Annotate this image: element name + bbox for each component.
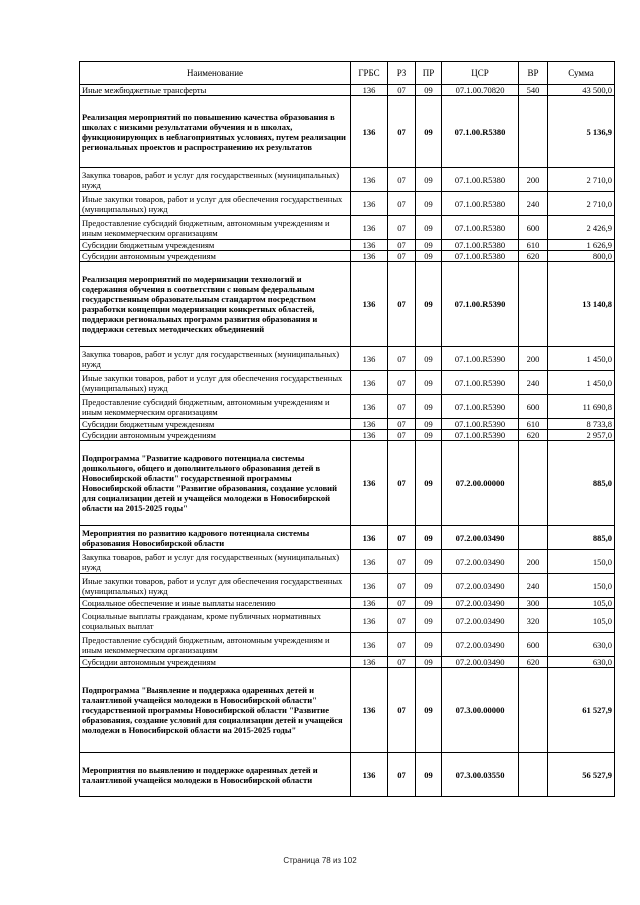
row-grbs-cell: 136 — [351, 251, 388, 262]
header-name: Наименование — [80, 62, 351, 85]
row-grbs-cell: 136 — [351, 598, 388, 609]
row-sum-cell: 1 626,9 — [548, 240, 615, 251]
row-rz-cell: 07 — [388, 657, 416, 668]
table-body — [80, 85, 615, 797]
row-pr-cell: 09 — [416, 262, 442, 347]
row-pr-cell: 09 — [416, 668, 442, 753]
row-sum-cell: 105,0 — [548, 598, 615, 609]
row-name-cell: Мероприятия по выявлению и поддержке одаренных детей и талантливой учащейся молодежи в Новосибирской области — [80, 753, 351, 797]
row-vr-cell: 240 — [519, 371, 548, 395]
row-csr-cell: 07.3.00.03550 — [442, 753, 519, 797]
row-rz-cell: 07 — [388, 441, 416, 526]
row-name-cell: Закупка товаров, работ и услуг для государственных (муниципальных) нужд — [80, 550, 351, 574]
row-name-cell: Предоставление субсидий бюджетным, автономным учреждениям и иным некоммерческим организациям — [80, 395, 351, 419]
row-sum-cell: 8 733,8 — [548, 419, 615, 430]
row-vr-cell — [519, 753, 548, 797]
row-name-cell: Субсидии автономным учреждениям — [80, 430, 351, 441]
row-name-cell: Субсидии бюджетным учреждениям — [80, 419, 351, 430]
row-grbs-cell: 136 — [351, 550, 388, 574]
row-name-cell: Подпрограмма "Выявление и поддержка одаренных детей и талантливой учащейся молодежи в Новосибирской области" государственной программы Новосибирской области "Развитие образования, создание условий для социализации детей и учащейся молодежи в Новосибирской области на 2015-2025 годы" — [80, 668, 351, 753]
row-sum-cell: 13 140,8 — [548, 262, 615, 347]
row-vr-cell: 240 — [519, 574, 548, 598]
row-rz-cell: 07 — [388, 168, 416, 192]
row-grbs-cell: 136 — [351, 633, 388, 657]
row-rz-cell: 07 — [388, 395, 416, 419]
row-csr-cell: 07.2.00.03490 — [442, 550, 519, 574]
row-name-cell: Субсидии бюджетным учреждениям — [80, 240, 351, 251]
row-vr-cell: 540 — [519, 85, 548, 96]
table-row — [80, 168, 615, 192]
row-vr-cell: 600 — [519, 633, 548, 657]
row-csr-cell: 07.2.00.03490 — [442, 526, 519, 550]
row-vr-cell: 200 — [519, 550, 548, 574]
table-row — [80, 251, 615, 262]
header-sum: Сумма — [548, 62, 615, 85]
row-grbs-cell: 136 — [351, 192, 388, 216]
row-rz-cell: 07 — [388, 574, 416, 598]
row-rz-cell: 07 — [388, 85, 416, 96]
row-name-cell: Закупка товаров, работ и услуг для государственных (муниципальных) нужд — [80, 347, 351, 371]
row-rz-cell: 07 — [388, 347, 416, 371]
header-csr: ЦСР — [442, 62, 519, 85]
document-page — [79, 61, 614, 797]
row-pr-cell: 09 — [416, 251, 442, 262]
row-rz-cell: 07 — [388, 240, 416, 251]
row-name-cell: Иные закупки товаров, работ и услуг для обеспечения государственных (муниципальных) нужд — [80, 192, 351, 216]
row-csr-cell: 07.2.00.03490 — [442, 609, 519, 633]
row-csr-cell: 07.1.00.R5390 — [442, 419, 519, 430]
row-grbs-cell: 136 — [351, 526, 388, 550]
table-row — [80, 657, 615, 668]
row-vr-cell — [519, 96, 548, 168]
row-sum-cell: 150,0 — [548, 550, 615, 574]
row-pr-cell: 09 — [416, 657, 442, 668]
row-name-cell: Иные межбюджетные трансферты — [80, 85, 351, 96]
row-csr-cell: 07.1.00.R5380 — [442, 216, 519, 240]
row-grbs-cell: 136 — [351, 753, 388, 797]
header-rz: РЗ — [388, 62, 416, 85]
row-rz-cell: 07 — [388, 609, 416, 633]
table-row — [80, 85, 615, 96]
table-row — [80, 262, 615, 347]
row-grbs-cell: 136 — [351, 441, 388, 526]
row-pr-cell: 09 — [416, 85, 442, 96]
row-rz-cell: 07 — [388, 371, 416, 395]
row-name-cell: Иные закупки товаров, работ и услуг для обеспечения государственных (муниципальных) нужд — [80, 574, 351, 598]
row-sum-cell: 56 527,9 — [548, 753, 615, 797]
row-sum-cell: 61 527,9 — [548, 668, 615, 753]
row-pr-cell: 09 — [416, 609, 442, 633]
row-name-cell: Предоставление субсидий бюджетным, автономным учреждениям и иным некоммерческим организациям — [80, 216, 351, 240]
row-name-cell: Социальное обеспечение и иные выплаты населению — [80, 598, 351, 609]
table-row — [80, 598, 615, 609]
row-vr-cell: 320 — [519, 609, 548, 633]
row-pr-cell: 09 — [416, 430, 442, 441]
row-sum-cell: 2 426,9 — [548, 216, 615, 240]
row-vr-cell: 240 — [519, 192, 548, 216]
row-name-cell: Предоставление субсидий бюджетным, автономным учреждениям и иным некоммерческим организациям — [80, 633, 351, 657]
row-sum-cell: 885,0 — [548, 526, 615, 550]
row-vr-cell — [519, 668, 548, 753]
row-csr-cell: 07.1.00.R5380 — [442, 96, 519, 168]
row-name-cell: Субсидии автономным учреждениям — [80, 657, 351, 668]
row-pr-cell: 09 — [416, 371, 442, 395]
row-grbs-cell: 136 — [351, 96, 388, 168]
row-grbs-cell: 136 — [351, 668, 388, 753]
row-csr-cell: 07.1.00.R5380 — [442, 168, 519, 192]
table-row — [80, 240, 615, 251]
table-row — [80, 96, 615, 168]
row-csr-cell: 07.1.00.R5380 — [442, 240, 519, 251]
table-row — [80, 371, 615, 395]
row-rz-cell: 07 — [388, 216, 416, 240]
row-rz-cell: 07 — [388, 96, 416, 168]
row-pr-cell: 09 — [416, 598, 442, 609]
row-pr-cell: 09 — [416, 168, 442, 192]
row-name-cell: Реализация мероприятий по повышению качества образования в школах с низкими результатами обучения и в школах, функционирующих в неблагоприятных условиях, путем реализации региональных проектов и распространению их результатов — [80, 96, 351, 168]
table-row — [80, 192, 615, 216]
row-sum-cell: 800,0 — [548, 251, 615, 262]
row-grbs-cell: 136 — [351, 574, 388, 598]
row-sum-cell: 43 500,0 — [548, 85, 615, 96]
row-pr-cell: 09 — [416, 441, 442, 526]
row-name-cell: Закупка товаров, работ и услуг для государственных (муниципальных) нужд — [80, 168, 351, 192]
row-pr-cell: 09 — [416, 192, 442, 216]
row-pr-cell: 09 — [416, 574, 442, 598]
table-header-row — [80, 62, 615, 85]
row-grbs-cell: 136 — [351, 262, 388, 347]
row-sum-cell: 1 450,0 — [548, 347, 615, 371]
row-grbs-cell: 136 — [351, 347, 388, 371]
row-csr-cell: 07.1.00.R5390 — [442, 262, 519, 347]
row-sum-cell: 885,0 — [548, 441, 615, 526]
row-vr-cell — [519, 441, 548, 526]
row-rz-cell: 07 — [388, 526, 416, 550]
row-name-cell: Реализация мероприятий по модернизации технологий и содержания обучения в соответствии с новым федеральным государственным образовательным стандартом посредством разработки концепции модернизации конкретных областей, поддержки региональных программ развития образования и поддержки сетевых методических объединений — [80, 262, 351, 347]
table-row — [80, 347, 615, 371]
table-row — [80, 216, 615, 240]
row-sum-cell: 105,0 — [548, 609, 615, 633]
row-csr-cell: 07.2.00.03490 — [442, 598, 519, 609]
row-sum-cell: 5 136,9 — [548, 96, 615, 168]
row-vr-cell: 610 — [519, 419, 548, 430]
header-pr: ПР — [416, 62, 442, 85]
row-vr-cell: 620 — [519, 251, 548, 262]
row-csr-cell: 07.1.00.R5390 — [442, 430, 519, 441]
table-row — [80, 753, 615, 797]
row-csr-cell: 07.3.00.00000 — [442, 668, 519, 753]
row-pr-cell: 09 — [416, 347, 442, 371]
row-grbs-cell: 136 — [351, 371, 388, 395]
row-pr-cell: 09 — [416, 550, 442, 574]
row-sum-cell: 2 957,0 — [548, 430, 615, 441]
row-name-cell: Социальные выплаты гражданам, кроме публичных нормативных социальных выплат — [80, 609, 351, 633]
row-pr-cell: 09 — [416, 419, 442, 430]
budget-table — [79, 61, 615, 797]
page-footer — [0, 856, 640, 865]
row-csr-cell: 07.2.00.03490 — [442, 657, 519, 668]
table-row — [80, 574, 615, 598]
row-vr-cell: 600 — [519, 395, 548, 419]
row-sum-cell: 150,0 — [548, 574, 615, 598]
row-grbs-cell: 136 — [351, 240, 388, 251]
row-vr-cell: 620 — [519, 657, 548, 668]
row-pr-cell: 09 — [416, 240, 442, 251]
row-vr-cell: 300 — [519, 598, 548, 609]
row-rz-cell: 07 — [388, 430, 416, 441]
table-row — [80, 668, 615, 753]
row-vr-cell: 600 — [519, 216, 548, 240]
row-grbs-cell: 136 — [351, 419, 388, 430]
row-csr-cell: 07.2.00.00000 — [442, 441, 519, 526]
row-csr-cell: 07.1.00.R5390 — [442, 347, 519, 371]
row-vr-cell: 610 — [519, 240, 548, 251]
row-pr-cell: 09 — [416, 216, 442, 240]
table-row — [80, 526, 615, 550]
page-number: Страница 78 из 102 — [283, 856, 357, 865]
row-csr-cell: 07.1.00.R5390 — [442, 395, 519, 419]
row-csr-cell: 07.2.00.03490 — [442, 574, 519, 598]
header-vr: ВР — [519, 62, 548, 85]
row-rz-cell: 07 — [388, 419, 416, 430]
row-grbs-cell: 136 — [351, 395, 388, 419]
row-name-cell: Субсидии автономным учреждениям — [80, 251, 351, 262]
row-pr-cell: 09 — [416, 526, 442, 550]
row-pr-cell: 09 — [416, 395, 442, 419]
row-name-cell: Мероприятия по развитию кадрового потенциала системы образования Новосибирской области — [80, 526, 351, 550]
row-rz-cell: 07 — [388, 550, 416, 574]
row-csr-cell: 07.1.00.70820 — [442, 85, 519, 96]
row-pr-cell: 09 — [416, 96, 442, 168]
row-grbs-cell: 136 — [351, 430, 388, 441]
row-pr-cell: 09 — [416, 753, 442, 797]
row-rz-cell: 07 — [388, 598, 416, 609]
row-grbs-cell: 136 — [351, 657, 388, 668]
row-sum-cell: 2 710,0 — [548, 168, 615, 192]
table-row — [80, 633, 615, 657]
row-sum-cell: 11 690,8 — [548, 395, 615, 419]
row-csr-cell: 07.1.00.R5380 — [442, 251, 519, 262]
row-sum-cell: 2 710,0 — [548, 192, 615, 216]
row-rz-cell: 07 — [388, 262, 416, 347]
table-row — [80, 430, 615, 441]
row-vr-cell: 200 — [519, 168, 548, 192]
row-sum-cell: 630,0 — [548, 657, 615, 668]
row-name-cell: Подпрограмма "Развитие кадрового потенциала системы дошкольного, общего и дополнительного образования детей в Новосибирской области" государственной программы Новосибирской области "Развитие образования, создание условий для социализации детей и учащейся молодежи в Новосибирской области на 2015-2025 годы" — [80, 441, 351, 526]
row-vr-cell — [519, 262, 548, 347]
row-sum-cell: 1 450,0 — [548, 371, 615, 395]
header-grbs: ГРБС — [351, 62, 388, 85]
table-row — [80, 609, 615, 633]
table-row — [80, 441, 615, 526]
row-rz-cell: 07 — [388, 753, 416, 797]
row-rz-cell: 07 — [388, 192, 416, 216]
row-csr-cell: 07.1.00.R5390 — [442, 371, 519, 395]
table-row — [80, 395, 615, 419]
row-grbs-cell: 136 — [351, 216, 388, 240]
row-pr-cell: 09 — [416, 633, 442, 657]
row-csr-cell: 07.2.00.03490 — [442, 633, 519, 657]
table-row — [80, 419, 615, 430]
row-rz-cell: 07 — [388, 251, 416, 262]
row-grbs-cell: 136 — [351, 168, 388, 192]
row-vr-cell — [519, 526, 548, 550]
table-row — [80, 550, 615, 574]
row-grbs-cell: 136 — [351, 609, 388, 633]
row-vr-cell: 620 — [519, 430, 548, 441]
row-grbs-cell: 136 — [351, 85, 388, 96]
row-csr-cell: 07.1.00.R5380 — [442, 192, 519, 216]
row-sum-cell: 630,0 — [548, 633, 615, 657]
row-name-cell: Иные закупки товаров, работ и услуг для обеспечения государственных (муниципальных) нужд — [80, 371, 351, 395]
row-vr-cell: 200 — [519, 347, 548, 371]
row-rz-cell: 07 — [388, 668, 416, 753]
row-rz-cell: 07 — [388, 633, 416, 657]
